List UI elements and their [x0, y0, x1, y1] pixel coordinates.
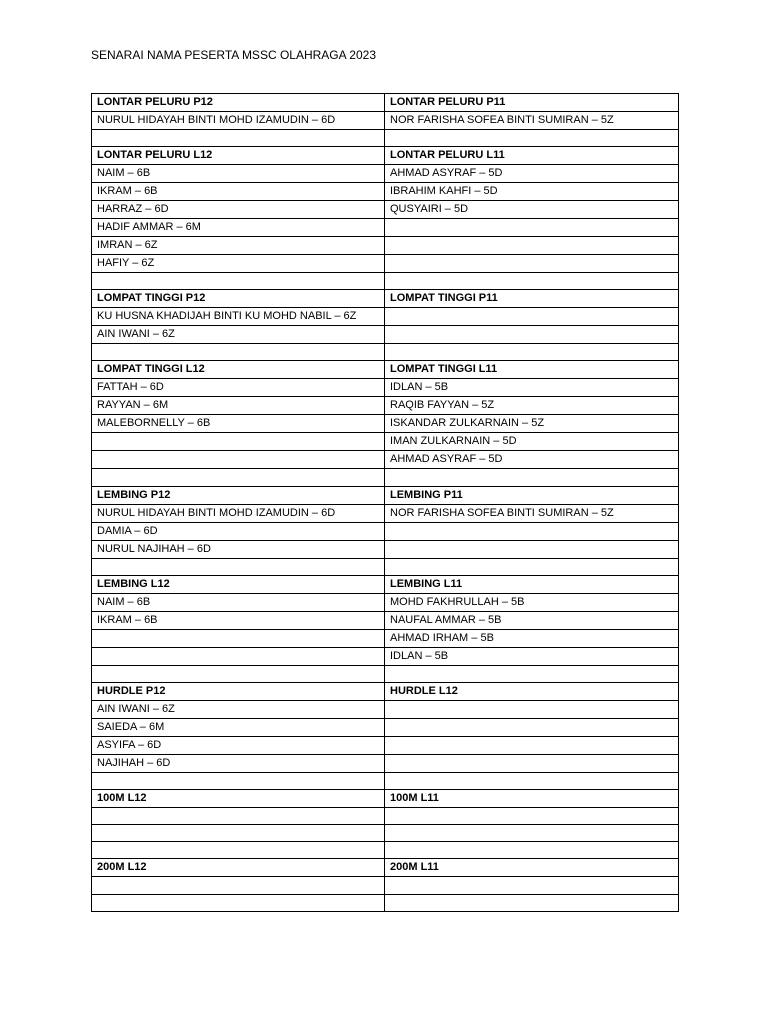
participant-cell-right	[385, 469, 679, 486]
participant-cell-left	[92, 451, 385, 469]
participant-cell-right	[385, 326, 679, 344]
table-row	[92, 219, 679, 237]
participant-cell-left	[92, 665, 385, 682]
participant-cell-right	[385, 825, 679, 842]
table-row	[92, 736, 679, 754]
table-row	[92, 326, 679, 344]
participant-cell-left	[92, 433, 385, 451]
table-row	[92, 611, 679, 629]
participant-cell-left: RAYYAN – 6M	[92, 397, 385, 415]
participant-cell-left: NAJIHAH – 6D	[92, 754, 385, 772]
participant-cell-right	[385, 736, 679, 754]
participant-cell-left: HADIF AMMAR – 6M	[92, 219, 385, 237]
participant-cell-left	[92, 344, 385, 361]
participant-cell-right: IDLAN – 5B	[385, 379, 679, 397]
event-heading-right: LEMBING L11	[385, 575, 679, 593]
participant-cell-left: NURUL HIDAYAH BINTI MOHD IZAMUDIN – 6D	[92, 112, 385, 130]
participant-cell-right	[385, 344, 679, 361]
event-heading-right: LOMPAT TINGGI L11	[385, 361, 679, 379]
event-header-row	[92, 290, 679, 308]
document-title: SENARAI NAMA PESERTA MSSC OLAHRAGA 2023	[91, 48, 376, 62]
event-heading-left: 100M L12	[92, 789, 385, 807]
table-row	[92, 165, 679, 183]
participant-cell-left	[92, 647, 385, 665]
participant-cell-right: NOR FARISHA SOFEA BINTI SUMIRAN – 5Z	[385, 504, 679, 522]
event-header-row	[92, 575, 679, 593]
event-header-row	[92, 486, 679, 504]
participant-cell-right: ISKANDAR ZULKARNAIN – 5Z	[385, 415, 679, 433]
participant-cell-right	[385, 700, 679, 718]
event-header-row	[92, 361, 679, 379]
event-heading-right: LONTAR PELURU P11	[385, 94, 679, 112]
participant-cell-left	[92, 130, 385, 147]
participant-cell-right: IDLAN – 5B	[385, 647, 679, 665]
event-heading-left: LONTAR PELURU L12	[92, 147, 385, 165]
table-row	[92, 415, 679, 433]
participant-cell-left: HAFIY – 6Z	[92, 255, 385, 273]
table-row	[92, 344, 679, 361]
participant-cell-left	[92, 807, 385, 824]
participant-cell-left: FATTAH – 6D	[92, 379, 385, 397]
table-row	[92, 183, 679, 201]
participant-cell-left	[92, 558, 385, 575]
participant-cell-right: RAQIB FAYYAN – 5Z	[385, 397, 679, 415]
event-heading-left: LEMBING L12	[92, 575, 385, 593]
participant-cell-left	[92, 842, 385, 859]
participant-cell-right	[385, 665, 679, 682]
event-heading-right: LOMPAT TINGGI P11	[385, 290, 679, 308]
table-row	[92, 807, 679, 824]
table-row	[92, 665, 679, 682]
participant-cell-left	[92, 772, 385, 789]
table-row	[92, 894, 679, 911]
participant-cell-right: IMAN ZULKARNAIN – 5D	[385, 433, 679, 451]
participant-cell-right	[385, 522, 679, 540]
table-row	[92, 469, 679, 486]
event-heading-right: LONTAR PELURU L11	[385, 147, 679, 165]
event-header-row	[92, 94, 679, 112]
table-row	[92, 647, 679, 665]
participant-cell-right	[385, 255, 679, 273]
table-row	[92, 877, 679, 894]
table-row	[92, 379, 679, 397]
event-heading-right: 200M L11	[385, 859, 679, 877]
participant-cell-right: AHMAD ASYRAF – 5D	[385, 165, 679, 183]
event-heading-left: 200M L12	[92, 859, 385, 877]
participant-table	[91, 93, 679, 912]
table-row	[92, 522, 679, 540]
event-header-row	[92, 147, 679, 165]
participant-cell-right	[385, 807, 679, 824]
event-heading-left: LOMPAT TINGGI P12	[92, 290, 385, 308]
participant-cell-right	[385, 754, 679, 772]
table-row	[92, 593, 679, 611]
table-row	[92, 308, 679, 326]
participant-cell-right: NAUFAL AMMAR – 5B	[385, 611, 679, 629]
event-header-row	[92, 682, 679, 700]
participant-cell-right	[385, 540, 679, 558]
table-body	[92, 94, 679, 912]
table-row	[92, 718, 679, 736]
table-row	[92, 112, 679, 130]
participant-cell-right: AHMAD ASYRAF – 5D	[385, 451, 679, 469]
participant-cell-right	[385, 772, 679, 789]
participant-cell-left	[92, 825, 385, 842]
table-row	[92, 825, 679, 842]
table-row	[92, 842, 679, 859]
participant-cell-left: KU HUSNA KHADIJAH BINTI KU MOHD NABIL – 6Z	[92, 308, 385, 326]
participant-cell-left: SAIEDA – 6M	[92, 718, 385, 736]
participant-cell-right	[385, 894, 679, 911]
participant-cell-right	[385, 877, 679, 894]
table-row	[92, 273, 679, 290]
participant-cell-left: NAIM – 6B	[92, 593, 385, 611]
table-row	[92, 504, 679, 522]
participant-cell-right	[385, 237, 679, 255]
participant-cell-right	[385, 308, 679, 326]
participant-cell-left: NAIM – 6B	[92, 165, 385, 183]
participant-cell-right	[385, 842, 679, 859]
table-row	[92, 237, 679, 255]
table-row	[92, 700, 679, 718]
event-heading-left: LONTAR PELURU P12	[92, 94, 385, 112]
participant-cell-right: AHMAD IRHAM – 5B	[385, 629, 679, 647]
table-row	[92, 754, 679, 772]
participant-cell-left: DAMIA – 6D	[92, 522, 385, 540]
participant-cell-left: NURUL NAJIHAH – 6D	[92, 540, 385, 558]
table-row	[92, 130, 679, 147]
participant-cell-left	[92, 877, 385, 894]
participant-cell-right: IBRAHIM KAHFI – 5D	[385, 183, 679, 201]
table-row	[92, 433, 679, 451]
participant-cell-left: ASYIFA – 6D	[92, 736, 385, 754]
table-row	[92, 558, 679, 575]
participant-cell-left: IKRAM – 6B	[92, 611, 385, 629]
participant-cell-right	[385, 273, 679, 290]
participant-cell-right: NOR FARISHA SOFEA BINTI SUMIRAN – 5Z	[385, 112, 679, 130]
table-row	[92, 772, 679, 789]
event-heading-right: HURDLE L12	[385, 682, 679, 700]
table-row	[92, 255, 679, 273]
event-header-row	[92, 859, 679, 877]
event-heading-right: LEMBING P11	[385, 486, 679, 504]
table-row	[92, 629, 679, 647]
participant-cell-left: MALEBORNELLY – 6B	[92, 415, 385, 433]
participant-cell-left: AIN IWANI – 6Z	[92, 700, 385, 718]
participant-cell-left: HARRAZ – 6D	[92, 201, 385, 219]
event-heading-left: LOMPAT TINGGI L12	[92, 361, 385, 379]
table-row	[92, 540, 679, 558]
participant-cell-left: AIN IWANI – 6Z	[92, 326, 385, 344]
participant-cell-right	[385, 558, 679, 575]
participant-cell-right: QUSYAIRI – 5D	[385, 201, 679, 219]
participant-cell-right	[385, 718, 679, 736]
event-heading-left: LEMBING P12	[92, 486, 385, 504]
event-header-row	[92, 789, 679, 807]
participant-cell-left	[92, 894, 385, 911]
participant-cell-right	[385, 219, 679, 237]
participant-cell-left: NURUL HIDAYAH BINTI MOHD IZAMUDIN – 6D	[92, 504, 385, 522]
participant-cell-left	[92, 629, 385, 647]
participant-cell-left	[92, 273, 385, 290]
event-heading-right: 100M L11	[385, 789, 679, 807]
table-row	[92, 451, 679, 469]
table-row	[92, 201, 679, 219]
table-row	[92, 397, 679, 415]
participant-cell-left: IMRAN – 6Z	[92, 237, 385, 255]
participant-cell-right	[385, 130, 679, 147]
participant-cell-left: IKRAM – 6B	[92, 183, 385, 201]
participant-cell-right: MOHD FAKHRULLAH – 5B	[385, 593, 679, 611]
event-heading-left: HURDLE P12	[92, 682, 385, 700]
participant-cell-left	[92, 469, 385, 486]
